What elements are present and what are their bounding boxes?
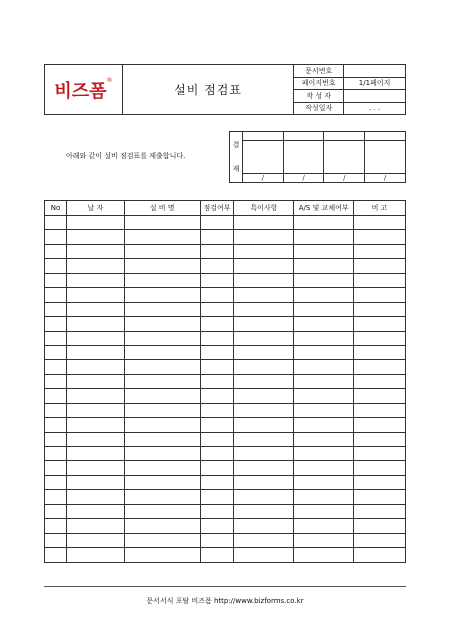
table-cell: [124, 461, 200, 475]
table-cell: [234, 360, 294, 374]
table-cell: [234, 345, 294, 359]
table-cell: [124, 475, 200, 489]
table-cell: [124, 230, 200, 244]
table-row: [45, 360, 406, 374]
table-row: [45, 273, 406, 287]
table-cell: [45, 374, 67, 388]
table-cell: [200, 288, 234, 302]
table-cell: [354, 548, 406, 562]
column-header-no: No: [45, 201, 67, 216]
table-cell: [234, 273, 294, 287]
table-cell: [45, 548, 67, 562]
table-cell: [66, 360, 124, 374]
table-cell: [66, 432, 124, 446]
table-cell: [294, 244, 354, 258]
approval-date-cell: /: [242, 173, 283, 182]
table-cell: [234, 374, 294, 388]
table-cell: [124, 360, 200, 374]
table-cell: [200, 216, 234, 230]
table-cell: [66, 230, 124, 244]
table-row: [45, 490, 406, 504]
table-cell: [294, 288, 354, 302]
table-cell: [234, 331, 294, 345]
table-cell: [234, 288, 294, 302]
table-cell: [354, 273, 406, 287]
table-cell: [294, 475, 354, 489]
document-header: [44, 64, 406, 115]
table-cell: [124, 331, 200, 345]
table-row: [45, 461, 406, 475]
table-cell: [200, 403, 234, 417]
table-cell: [294, 490, 354, 504]
table-cell: [294, 548, 354, 562]
table-cell: [294, 504, 354, 518]
table-cell: [234, 403, 294, 417]
field-label: 페이지번호: [294, 77, 344, 90]
table-cell: [45, 288, 67, 302]
table-cell: [66, 533, 124, 547]
approval-sign-cell: [365, 141, 406, 174]
table-cell: [45, 461, 67, 475]
table-cell: [354, 259, 406, 273]
table-cell: [45, 259, 67, 273]
approval-sign-cell: [324, 141, 365, 174]
column-header-note: 비 고: [354, 201, 406, 216]
table-row: [45, 259, 406, 273]
table-cell: [200, 331, 234, 345]
table-cell: [294, 317, 354, 331]
table-cell: [45, 216, 67, 230]
table-cell: [234, 244, 294, 258]
approval-date-cell: /: [283, 173, 324, 182]
approval-date-cell: /: [324, 173, 365, 182]
table-cell: [294, 216, 354, 230]
table-row: [45, 432, 406, 446]
inspection-table: [44, 200, 406, 563]
column-header-date: 날 자: [66, 201, 124, 216]
approval-sign-cell: [283, 141, 324, 174]
table-cell: [354, 230, 406, 244]
table-row: [45, 504, 406, 518]
table-cell: [124, 345, 200, 359]
approval-title-cell: [365, 132, 406, 141]
table-cell: [45, 418, 67, 432]
approval-label-top: 결: [232, 141, 240, 149]
table-cell: [234, 389, 294, 403]
approval-title-cell: [283, 132, 324, 141]
table-cell: [124, 374, 200, 388]
table-cell: [200, 273, 234, 287]
table-cell: [200, 475, 234, 489]
table-cell: [200, 317, 234, 331]
approval-title-cell: [242, 132, 283, 141]
table-cell: [45, 273, 67, 287]
table-cell: [45, 360, 67, 374]
table-cell: [45, 533, 67, 547]
column-header-inspected: 점검여부: [200, 201, 234, 216]
table-cell: [354, 331, 406, 345]
table-cell: [124, 519, 200, 533]
table-cell: [45, 317, 67, 331]
table-row: [45, 302, 406, 316]
table-cell: [66, 216, 124, 230]
table-row: [45, 533, 406, 547]
table-cell: [200, 418, 234, 432]
table-cell: [354, 389, 406, 403]
table-row: [45, 244, 406, 258]
field-value: [344, 65, 406, 78]
table-cell: [124, 389, 200, 403]
table-cell: [45, 504, 67, 518]
table-cell: [234, 317, 294, 331]
table-cell: [354, 504, 406, 518]
table-cell: [66, 447, 124, 461]
field-label: 문서번호: [294, 65, 344, 78]
table-row: [45, 389, 406, 403]
table-cell: [294, 259, 354, 273]
table-cell: [200, 533, 234, 547]
table-cell: [124, 302, 200, 316]
table-cell: [66, 504, 124, 518]
table-cell: [200, 504, 234, 518]
table-cell: [294, 519, 354, 533]
table-cell: [354, 432, 406, 446]
table-row: [45, 331, 406, 345]
table-cell: [66, 374, 124, 388]
table-cell: [234, 504, 294, 518]
table-cell: [66, 519, 124, 533]
document-title-cell: [122, 65, 293, 115]
table-cell: [124, 317, 200, 331]
table-cell: [354, 475, 406, 489]
table-row: [45, 317, 406, 331]
table-cell: [354, 345, 406, 359]
table-cell: [354, 360, 406, 374]
table-cell: [124, 288, 200, 302]
table-cell: [124, 418, 200, 432]
table-cell: [294, 230, 354, 244]
table-cell: [124, 504, 200, 518]
table-cell: [200, 432, 234, 446]
intro-text: 아래와 같이 설비 점검표를 제출합니다.: [66, 152, 186, 160]
table-cell: [294, 374, 354, 388]
table-cell: [354, 374, 406, 388]
table-cell: [354, 418, 406, 432]
table-cell: [66, 302, 124, 316]
field-label: 작 성 자: [294, 90, 344, 103]
table-cell: [354, 244, 406, 258]
table-cell: [124, 533, 200, 547]
table-cell: [66, 273, 124, 287]
approval-sign-cell: [242, 141, 283, 174]
table-cell: [124, 244, 200, 258]
footer-text: 문서서식 포탈 비즈폼 http://www.bizforms.co.kr: [146, 597, 304, 605]
table-row: [45, 345, 406, 359]
table-cell: [200, 244, 234, 258]
table-cell: [200, 490, 234, 504]
table-cell: [294, 389, 354, 403]
table-cell: [234, 461, 294, 475]
approval-label: [230, 132, 243, 183]
table-cell: [234, 432, 294, 446]
table-cell: [45, 519, 67, 533]
table-cell: [294, 302, 354, 316]
table-cell: [354, 317, 406, 331]
table-cell: [200, 461, 234, 475]
table-cell: [45, 490, 67, 504]
table-row: [45, 519, 406, 533]
table-cell: [45, 475, 67, 489]
table-cell: [234, 216, 294, 230]
table-row: [45, 230, 406, 244]
table-cell: [234, 259, 294, 273]
table-cell: [234, 418, 294, 432]
table-cell: [294, 273, 354, 287]
table-header-row: [45, 201, 406, 216]
table-cell: [234, 302, 294, 316]
table-cell: [200, 259, 234, 273]
table-cell: [66, 461, 124, 475]
table-row: [45, 418, 406, 432]
table-cell: [294, 533, 354, 547]
field-label: 작성일자: [294, 102, 344, 115]
table-cell: [66, 475, 124, 489]
table-cell: [66, 345, 124, 359]
registered-mark: ®: [106, 76, 113, 84]
table-cell: [234, 230, 294, 244]
table-cell: [234, 447, 294, 461]
column-header-remarks: 특이사항: [234, 201, 294, 216]
table-cell: [200, 519, 234, 533]
table-cell: [234, 490, 294, 504]
table-cell: [66, 317, 124, 331]
table-cell: [294, 447, 354, 461]
table-cell: [200, 374, 234, 388]
table-cell: [354, 447, 406, 461]
table-cell: [200, 345, 234, 359]
approval-title-cell: [324, 132, 365, 141]
table-cell: [354, 302, 406, 316]
field-value: 1/1페이지: [344, 77, 406, 90]
table-cell: [66, 331, 124, 345]
table-cell: [294, 331, 354, 345]
table-cell: [234, 533, 294, 547]
table-row: [45, 447, 406, 461]
table-cell: [66, 288, 124, 302]
approval-box: [229, 131, 406, 183]
table-cell: [124, 216, 200, 230]
table-cell: [45, 432, 67, 446]
table-cell: [66, 389, 124, 403]
table-cell: [124, 259, 200, 273]
table-row: [45, 216, 406, 230]
field-value: [344, 90, 406, 103]
table-cell: [45, 244, 67, 258]
approval-label-bottom: 재: [232, 165, 240, 173]
table-cell: [294, 461, 354, 475]
table-row: [45, 475, 406, 489]
table-cell: [354, 533, 406, 547]
table-cell: [45, 302, 67, 316]
table-cell: [354, 461, 406, 475]
table-cell: [294, 418, 354, 432]
table-cell: [234, 475, 294, 489]
table-cell: [294, 345, 354, 359]
table-cell: [66, 490, 124, 504]
footer-divider: [44, 586, 406, 587]
table-cell: [66, 259, 124, 273]
table-row: [45, 403, 406, 417]
table-cell: [45, 403, 67, 417]
table-cell: [200, 230, 234, 244]
table-cell: [234, 548, 294, 562]
table-cell: [354, 288, 406, 302]
table-row: [45, 288, 406, 302]
table-row: [45, 374, 406, 388]
table-cell: [124, 432, 200, 446]
table-cell: [45, 331, 67, 345]
column-header-as-replacement: A/S 및 교체여부: [294, 201, 354, 216]
table-body: [45, 216, 406, 563]
table-cell: [354, 216, 406, 230]
table-cell: [294, 403, 354, 417]
table-cell: [124, 273, 200, 287]
table-cell: [354, 519, 406, 533]
table-cell: [45, 230, 67, 244]
table-cell: [124, 548, 200, 562]
table-cell: [200, 389, 234, 403]
table-cell: [66, 418, 124, 432]
table-cell: [45, 389, 67, 403]
table-cell: [45, 345, 67, 359]
table-cell: [294, 360, 354, 374]
table-cell: [45, 447, 67, 461]
table-cell: [354, 490, 406, 504]
table-cell: [124, 490, 200, 504]
approval-date-cell: /: [365, 173, 406, 182]
logo-text: 비즈폼: [54, 80, 107, 102]
table-cell: [234, 519, 294, 533]
column-header-equipment: 설 비 명: [124, 201, 200, 216]
table-row: [45, 548, 406, 562]
table-cell: [200, 548, 234, 562]
table-cell: [354, 403, 406, 417]
table-cell: [200, 360, 234, 374]
table-cell: [66, 244, 124, 258]
logo: [45, 65, 123, 115]
table-cell: [200, 302, 234, 316]
table-cell: [294, 432, 354, 446]
document-title: 설비 점검표: [174, 83, 242, 97]
table-cell: [124, 403, 200, 417]
table-cell: [200, 447, 234, 461]
field-value: . . .: [344, 102, 406, 115]
table-cell: [66, 403, 124, 417]
table-cell: [124, 447, 200, 461]
table-cell: [66, 548, 124, 562]
